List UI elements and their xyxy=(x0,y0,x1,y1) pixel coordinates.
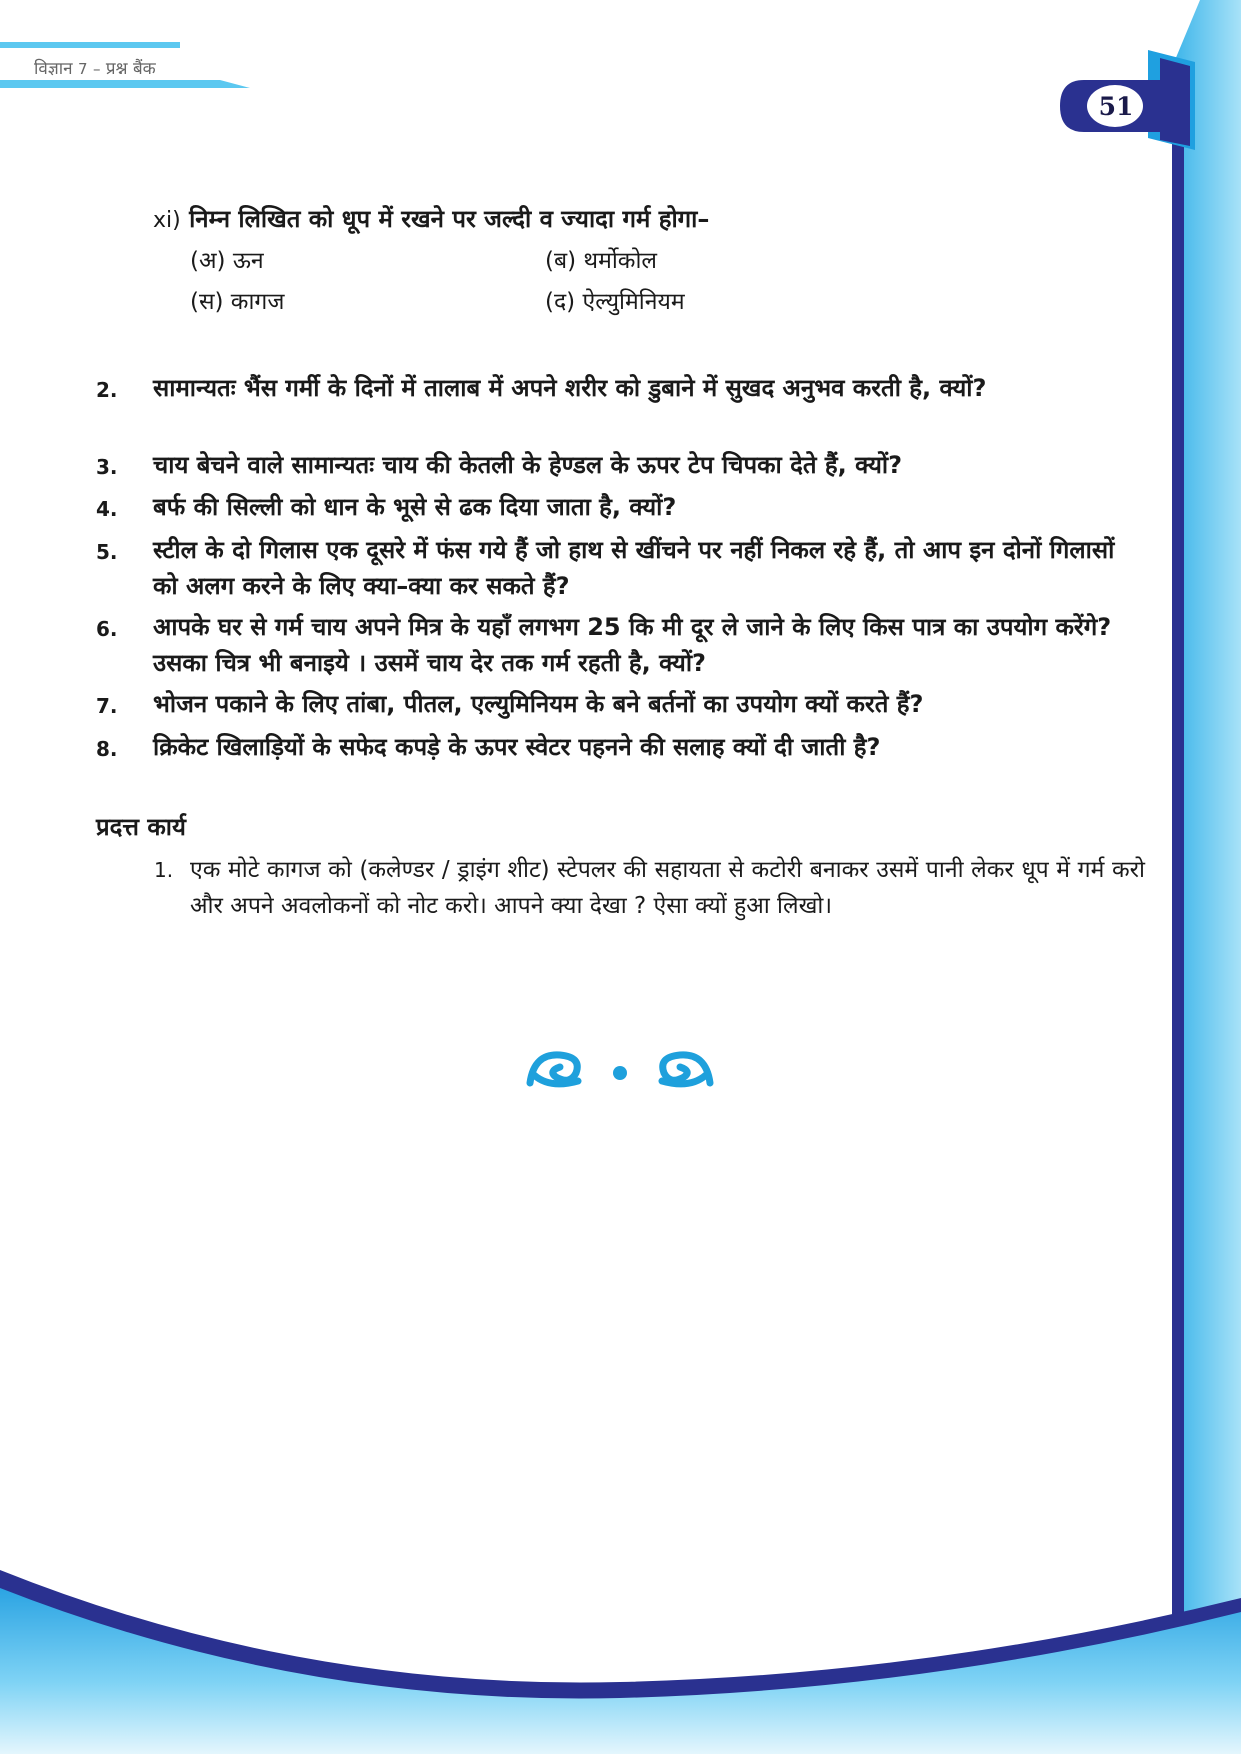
class-number: 7 xyxy=(78,60,88,78)
question-text: क्रिकेट खिलाड़ियों के सफेद कपड़े के ऊपर स्वेटर पहनने की सलाह क्यों दी जाती है? xyxy=(153,733,881,761)
footer-wave xyxy=(0,1540,1241,1754)
end-ornament xyxy=(520,1045,720,1091)
activity-number: 1. xyxy=(154,858,174,882)
option-c: (स) कागज xyxy=(190,289,285,315)
question-text: भोजन पकाने के लिए तांबा, पीतल, एल्युमिनियम के बने बर्तनों का उपयोग क्यों करते हैं? xyxy=(153,690,924,718)
activity-section-title: प्रदत्त कार्य xyxy=(96,813,186,841)
book-title: विज्ञान xyxy=(34,59,73,79)
question-number: 4. xyxy=(96,497,118,521)
question-text: स्टील के दो गिलास एक दूसरे में फंस गये हैं जो हाथ से खींचने पर नहीं निकल रहे हैं, तो आप इन दोनों गिलासों को अलग करने के लिए क्या–क्या कर सकते हैं? xyxy=(153,536,1115,600)
header-separator: – xyxy=(92,60,101,78)
activity-text: एक मोटे कागज को (कलेण्डर / ड्राइंग शीट) स्टेपलर की सहायता से कटोरी बनाकर उसमें पानी लेकर धूप में गर्म करो और अपने अवलोकनों को नोट करो। आपने क्या देखा ? ऐसा क्यों हुआ लिखो। xyxy=(190,857,1145,919)
option-b: (ब) थर्मोकोल xyxy=(545,248,658,274)
question-text: आपके घर से गर्म चाय अपने मित्र के यहाँ लगभग 25 कि मी दूर ले जाने के लिए किस पात्र का उपयोग करेंगे? उसका चित्र भी बनाइये । उसमें चाय देर तक गर्म रहती है, क्यों? xyxy=(153,613,1112,677)
question-number: 3. xyxy=(96,455,118,479)
question-xi-number: xi) xyxy=(153,208,181,233)
book-subtitle: प्रश्न बैंक xyxy=(105,59,156,79)
question-number: 5. xyxy=(96,540,118,564)
question-xi-text: निम्न लिखित को धूप में रखने पर जल्दी व ज्यादा गर्म होगा– xyxy=(189,205,710,233)
option-a: (अ) ऊन xyxy=(190,248,264,274)
question-number: 2. xyxy=(96,378,118,402)
page-number: 51 xyxy=(1098,92,1134,121)
running-header xyxy=(34,56,156,79)
question-number: 7. xyxy=(96,694,118,718)
question-number: 8. xyxy=(96,737,118,761)
question-text: सामान्यतः भैंस गर्मी के दिनों में तालाब में अपने शरीर को डुबाने में सुखद अनुभव करती है, क्यों? xyxy=(153,374,987,402)
question-text: चाय बेचने वाले सामान्यतः चाय की केतली के हेण्डल के ऊपर टेप चिपका देते हैं, क्यों? xyxy=(153,451,903,479)
question-number: 6. xyxy=(96,617,118,641)
question-xi xyxy=(153,202,709,238)
question-text: बर्फ की सिल्ली को धान के भूसे से ढक दिया जाता है, क्यों? xyxy=(153,493,677,521)
option-d: (द) ऐल्युमिनियम xyxy=(545,289,685,315)
